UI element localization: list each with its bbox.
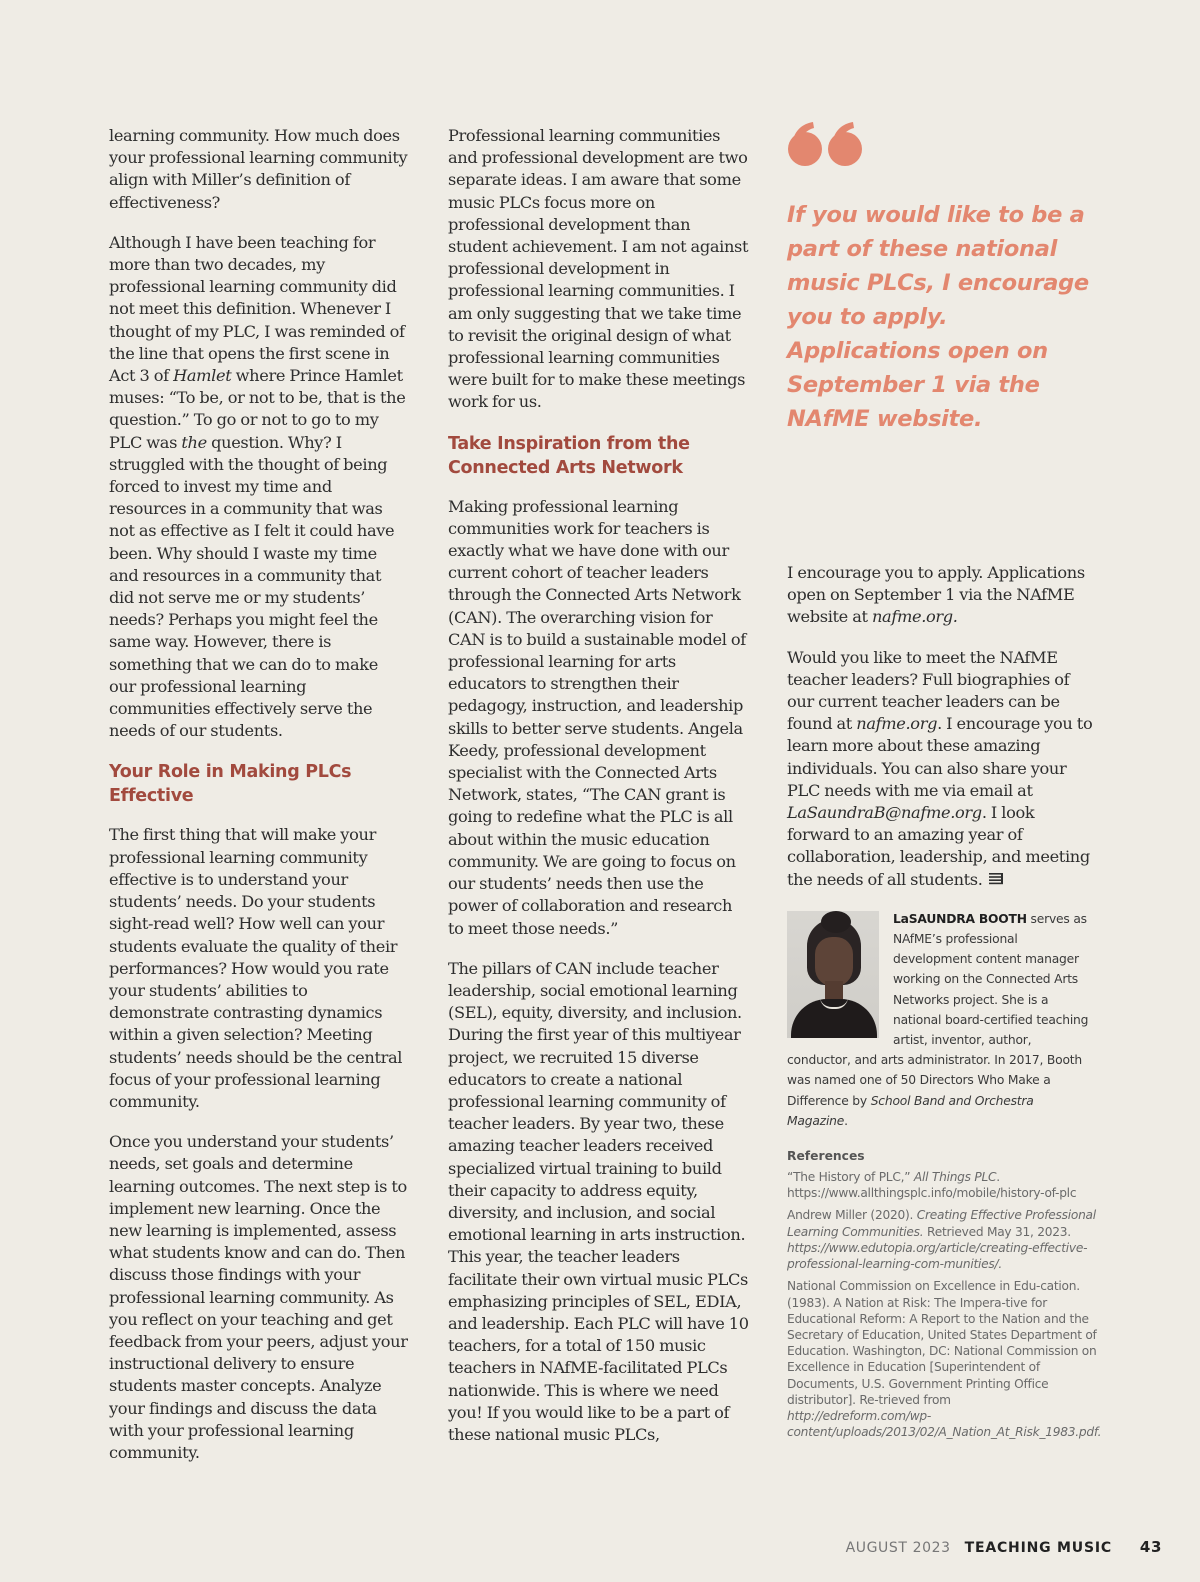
text-run: Retrieved May 31, 2023. — [923, 1224, 1071, 1239]
text-run: . I look forward to an amazing year of collaboration, leadership, and meeting the needs of all students. — [787, 803, 1090, 889]
paragraph: learning community. How much does your professional learning community align with Miller’s definition of effectiveness? — [109, 126, 408, 212]
quote-mark-icon — [787, 118, 1097, 178]
paragraph — [109, 232, 409, 743]
issue-date: AUGUST 2023 — [845, 1540, 951, 1556]
italic-word: the — [181, 432, 207, 452]
paragraph: The pillars of CAN include teacher leadership, social emotional learning (SEL), equity, diversity, and inclusion. During the first year of this multiyear project, we recruited 15 diverse educators to create a national professional learning community of teacher leaders. By year two, these amazing teacher leaders received specialized virtual training to build their capacity to address equity, diversity, and inclusion, and social emotional learning in arts instruction. This year, the teacher leaders facilitate their own virtual music PLCs emphasizing principles of SEL, EDIA, and leadership. Each PLC will have 10 teachers, for a total of 150 music teachers in NAfME-facilitated PLCs nationwide. This is where we need you! If you would like to be a part of these national music PLCs, — [448, 958, 749, 1444]
email-reference: LaSaundraB@nafme.org — [787, 803, 982, 823]
website-reference: nafme.org — [856, 714, 938, 734]
quote-mark-icon — [787, 118, 867, 170]
end-mark-icon — [989, 873, 1003, 886]
page-number: 43 — [1139, 1538, 1162, 1556]
reference-item — [787, 1169, 1097, 1201]
italic-title: Hamlet — [173, 366, 232, 386]
paragraph: The first thing that will make your professional learning community effective is to understand your students’ needs. Do your students sight-read well? How well can your students evaluate the quality of their performances? How would you rate your students’ abilities to demonstrate contrasting dynamics within a given selection? Meeting students’ needs should be the central focus of your professional learning community. — [109, 825, 403, 1111]
column-1 — [109, 125, 409, 1482]
text-run: Although I have been teaching for more than two decades, my professional learning community did not meet this definition. Whenever I thought of my PLC, I was reminded of the line that opens the first scene in Act 3 of — [109, 232, 405, 386]
pull-quote: If you would like to be a part of these national music PLCs, I encourage you to apply. Applications open on September 1 via the NAfME website. — [787, 202, 1089, 432]
author-name: LaSAUNDRA BOOTH — [893, 911, 1027, 926]
text-run: serves as NAfME’s professional development content manager working on the Connected Arts Networks project. She is a national board-certified teaching artist, inventor, author, conductor, and arts administrator. In 2017, Booth was named one of 50 Directors Who Make a Difference by — [787, 911, 1089, 1108]
author-bio — [787, 909, 1097, 1131]
text-run: . https://www.allthingsplc.info/mobile/history-of-plc — [787, 1170, 1077, 1201]
reference-url: https://www.edutopia.org/article/creating-effective-professional-learning-com-munities/. — [787, 1240, 1088, 1272]
column-2 — [448, 125, 750, 1464]
italic-title: All Things PLC — [913, 1170, 997, 1185]
magazine-title: TEACHING MUSIC — [964, 1540, 1112, 1556]
text-run: “The History of PLC,” — [787, 1170, 914, 1185]
text-run: where Prince Hamlet muses: “To be, or not to be, that is the question.” To go or not to go to my PLC was — [109, 366, 406, 452]
text-run: . I encourage you to learn more about these amazing individuals. You can also share your PLC needs with me via email at — [787, 714, 1093, 800]
references-heading: References — [787, 1149, 865, 1164]
italic-title: School Band and Orchestra Magazine — [787, 1093, 1034, 1128]
reference-item — [787, 1278, 1102, 1440]
website-reference: nafme.org. — [871, 607, 958, 627]
text-run: National Commission on Excellence in Edu-cation. (1983). A Nation at Risk: The Impera-tive for Educational Reform: A Report to the Nation and the Secretary of Education, United States Department of Education. Washington, DC: National Commission on Excellence in Education [Superintendent of Documents, U.S. Government Printing Office distributor]. Re-trieved from — [787, 1279, 1097, 1407]
text-run: I encourage you to apply. Applications open on September 1 via the NAfME website at — [787, 563, 1085, 627]
section-heading: Your Role in Making PLCs Effective — [109, 762, 352, 807]
paragraph — [787, 647, 1097, 891]
page-footer — [846, 1538, 1162, 1556]
text-run: Would you like to meet the NAfME teacher leaders? Full biographies of our current teacher leaders can be found at — [787, 647, 1070, 734]
reference-item — [787, 1207, 1097, 1272]
italic-title: Creating Effective Professional Learning Communities. — [787, 1208, 1096, 1239]
paragraph: Making professional learning communities work for teachers is exactly what we have done with our current cohort of teacher leaders through the Connected Arts Network (CAN). The overarching vision for CAN is to build a sustainable model of professional learning for arts educators to strengthen their pedagogy, instruction, and leadership skills to better serve students. Angela Keedy, professional development specialist with the Connected Arts Network, states, “The CAN grant is going to redefine what the PLC is all about within the music education community. We are going to focus on our students’ needs then use the power of collaboration and research to meet those needs.” — [448, 496, 746, 938]
paragraph: Professional learning communities and professional development are two separate ideas. I am aware that some music PLCs focus more on professional development than student achievement. I am not against professional development in professional learning communities. I am only suggesting that we take time to revisit the original design of what professional learning communities were built for to make these meetings work for us. — [448, 126, 749, 412]
reference-url: http://edreform.com/wp-content/uploads/2013/02/A_Nation_At_Risk_1983.pdf. — [787, 1408, 1102, 1440]
paragraph: Once you understand your students’ needs, set goals and determine learning outcomes. The next step is to implement new learning. Once the new learning is implemented, assess what students know and can do. Then discuss those findings with your professional learning community. As you reflect on your teaching and get feedback from your peers, adjust your instructional delivery to ensure students master concepts. Analyze your findings and discuss the data with your professional learning community. — [109, 1132, 408, 1462]
author-photo — [787, 911, 879, 1038]
section-heading: Take Inspiration from the Connected Arts Network — [448, 433, 690, 478]
column-3 — [787, 118, 1102, 1446]
paragraph — [787, 562, 1097, 629]
text-run: question. Why? I struggled with the thought of being forced to invest my time and resources in a community that was not as effective as I felt it could have been. Why should I waste my time and resources in a community that did not serve me or my students’ needs? Perhaps you might feel the same way. However, there is something that we can do to make our professional learning communities effectively serve the needs of our students. — [109, 432, 395, 741]
text-run: . — [844, 1113, 848, 1128]
text-run: Andrew Miller (2020). — [787, 1208, 917, 1223]
